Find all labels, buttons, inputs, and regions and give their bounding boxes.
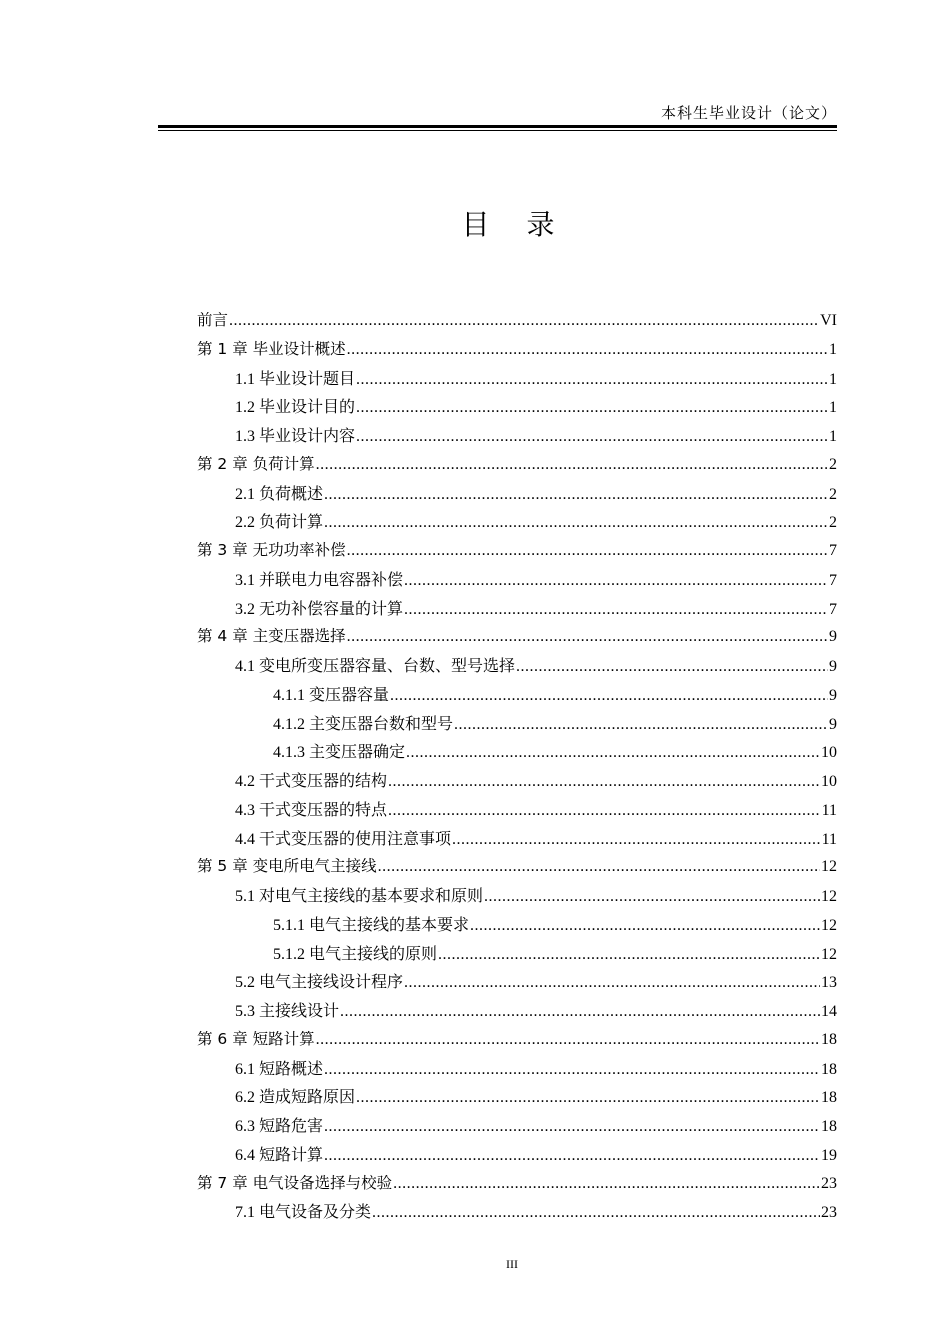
toc-entry-title: 2.1 负荷概述 <box>235 485 324 503</box>
toc-leader-dots <box>378 858 820 876</box>
toc-entry-title: 第 7 章 电气设备选择与校验 <box>197 1173 393 1192</box>
toc-entry-title: 6.3 短路危害 <box>235 1118 324 1135</box>
toc-entry-page: 1 <box>829 399 837 417</box>
toc-leader-dots <box>356 371 828 389</box>
toc-leader-dots <box>454 716 828 734</box>
toc-entry-page: 7 <box>829 571 837 589</box>
toc-entry[interactable] <box>197 653 837 682</box>
toc-entry[interactable] <box>197 1027 837 1056</box>
header-rule-thick <box>158 125 837 128</box>
toc-entry-title: 4.4 干式变压器的使用注意事项 <box>235 830 452 848</box>
toc-entry[interactable] <box>197 596 837 625</box>
toc-entry-page: 10 <box>821 744 837 762</box>
toc-entry-page: 19 <box>821 1146 837 1164</box>
toc-entry-page: 7 <box>829 542 837 559</box>
toc-entry-page: 13 <box>821 974 837 992</box>
toc-entry-title: 5.1.2 电气主接线的原则 <box>273 945 438 963</box>
toc-leader-dots <box>347 628 828 646</box>
toc-entry[interactable] <box>197 308 837 337</box>
toc-entry-title: 3.2 无功补偿容量的计算 <box>235 600 404 618</box>
toc-entry-page: 9 <box>829 628 837 646</box>
toc-entry-title: 6.2 造成短路原因 <box>235 1089 356 1107</box>
toc-entry[interactable] <box>197 682 837 711</box>
running-header: 本科生毕业设计（论文） <box>660 106 837 122</box>
toc-entry-page: 18 <box>821 1118 837 1135</box>
toc-entry[interactable] <box>197 394 837 423</box>
toc-entry-page: 18 <box>821 1089 837 1107</box>
toc-entry[interactable] <box>197 538 837 567</box>
toc-entry-title: 前言 <box>197 311 229 329</box>
toc-leader-dots <box>324 1147 820 1165</box>
toc-leader-dots <box>484 888 820 906</box>
toc-leader-dots <box>388 802 821 820</box>
toc-entry-title: 5.1 对电气主接线的基本要求和原则 <box>235 888 484 905</box>
toc-leader-dots <box>324 514 828 532</box>
toc-entry-page: 9 <box>829 715 837 733</box>
toc-entry[interactable] <box>197 854 837 883</box>
toc-leader-dots <box>404 572 828 590</box>
toc-entry-title: 第 4 章 主变压器选择 <box>197 627 346 646</box>
toc-leader-dots <box>229 312 819 330</box>
toc-entry[interactable] <box>197 1084 837 1113</box>
toc-entry[interactable] <box>197 826 837 855</box>
toc-leader-dots <box>324 1061 820 1079</box>
toc-entry-page: 9 <box>829 686 837 704</box>
toc-entry-page: 23 <box>821 1204 837 1222</box>
toc-entry-title: 4.1 变电所变压器容量、台数、型号选择 <box>235 658 516 675</box>
toc-entry-page: 11 <box>821 830 837 848</box>
toc-leader-dots <box>393 1175 820 1193</box>
toc-entry-title: 4.1.1 变压器容量 <box>273 686 390 704</box>
toc-leader-dots <box>324 486 828 504</box>
toc-entry-title: 3.1 并联电力电容器补偿 <box>235 571 404 589</box>
toc-leader-dots <box>388 773 820 791</box>
toc-entry[interactable] <box>197 1171 837 1200</box>
toc-entry-title: 1.2 毕业设计目的 <box>235 399 356 417</box>
toc-entry-page: 18 <box>821 1060 837 1078</box>
toc-entry-title: 5.2 电气主接线设计程序 <box>235 974 404 992</box>
page-number: III <box>506 1257 518 1271</box>
toc-entry-page: 12 <box>821 858 837 876</box>
toc-entry-title: 4.3 干式变压器的特点 <box>235 801 388 819</box>
toc-entry-page: 23 <box>821 1174 837 1192</box>
toc-entry-title: 第 5 章 变电所电气主接线 <box>197 857 377 876</box>
toc-entry[interactable] <box>197 452 837 481</box>
toc-entry-page: 11 <box>821 801 837 819</box>
toc-leader-dots <box>516 658 828 676</box>
toc-entry[interactable] <box>197 797 837 826</box>
toc-leader-dots <box>438 946 820 964</box>
table-of-contents <box>197 308 837 1228</box>
toc-entry-page: 9 <box>829 658 837 675</box>
toc-entry-page: 2 <box>829 485 837 503</box>
toc-entry[interactable] <box>197 337 837 366</box>
toc-leader-dots <box>404 974 820 992</box>
toc-entry[interactable] <box>197 1056 837 1085</box>
toc-entry[interactable] <box>197 998 837 1027</box>
toc-entry[interactable] <box>197 912 837 941</box>
toc-entry-page: 7 <box>829 600 837 618</box>
toc-entry-title: 第 3 章 无功功率补偿 <box>197 541 346 559</box>
toc-leader-dots <box>404 601 828 619</box>
header-rule-thin <box>158 130 837 131</box>
toc-entry-title: 7.1 电气设备及分类 <box>235 1204 372 1222</box>
toc-leader-dots <box>372 1204 820 1222</box>
toc-entry-page: 2 <box>829 455 837 473</box>
toc-leader-dots <box>340 1003 820 1021</box>
toc-entry[interactable] <box>197 423 837 452</box>
toc-entry-page: VI <box>820 312 837 329</box>
toc-leader-dots <box>406 744 820 762</box>
toc-entry-title: 5.1.1 电气主接线的基本要求 <box>273 916 470 934</box>
toc-leader-dots <box>347 542 828 560</box>
toc-leader-dots <box>316 456 828 474</box>
toc-entry-title: 4.1.3 主变压器确定 <box>273 744 406 762</box>
toc-entry-page: 18 <box>821 1030 837 1048</box>
toc-entry[interactable] <box>197 768 837 797</box>
toc-entry-title: 4.2 干式变压器的结构 <box>235 773 388 790</box>
toc-entry-page: 12 <box>821 888 837 905</box>
toc-entry-page: 10 <box>821 773 837 790</box>
toc-entry[interactable] <box>197 711 837 740</box>
toc-entry[interactable] <box>197 1142 837 1171</box>
toc-entry-page: 1 <box>829 428 837 445</box>
toc-entry-title: 第 1 章 毕业设计概述 <box>197 339 346 358</box>
toc-entry[interactable] <box>197 883 837 912</box>
toc-entry-title: 第 6 章 短路计算 <box>197 1029 315 1048</box>
toc-leader-dots <box>347 341 828 359</box>
toc-leader-dots <box>470 917 820 935</box>
toc-entry-title: 5.3 主接线设计 <box>235 1003 340 1020</box>
toc-leader-dots <box>316 1031 820 1049</box>
toc-entry-page: 12 <box>821 916 837 934</box>
toc-entry-page: 2 <box>829 514 837 532</box>
toc-entry[interactable] <box>197 624 837 653</box>
toc-entry[interactable] <box>197 941 837 970</box>
toc-entry-title: 2.2 负荷计算 <box>235 514 324 532</box>
toc-entry-title: 1.3 毕业设计内容 <box>235 428 356 445</box>
toc-entry[interactable] <box>197 969 837 998</box>
toc-entry-title: 第 2 章 负荷计算 <box>197 454 315 473</box>
toc-leader-dots <box>356 399 828 417</box>
toc-entry-title: 4.1.2 主变压器台数和型号 <box>273 715 454 733</box>
toc-entry[interactable] <box>197 1113 837 1142</box>
toc-entry-page: 1 <box>829 340 837 358</box>
toc-entry[interactable] <box>197 1199 837 1228</box>
toc-entry[interactable] <box>197 739 837 768</box>
toc-leader-dots <box>324 1118 820 1136</box>
toc-leader-dots <box>356 1089 820 1107</box>
toc-entry[interactable] <box>197 567 837 596</box>
toc-entry-page: 12 <box>821 945 837 963</box>
toc-entry-title: 1.1 毕业设计题目 <box>235 370 356 388</box>
toc-entry-title: 6.4 短路计算 <box>235 1146 324 1164</box>
toc-entry-page: 1 <box>829 370 837 388</box>
toc-entry-title: 6.1 短路概述 <box>235 1060 324 1078</box>
toc-entry-page: 14 <box>821 1003 837 1020</box>
toc-entry[interactable] <box>197 366 837 395</box>
toc-leader-dots <box>452 831 821 849</box>
toc-leader-dots <box>390 687 828 705</box>
toc-entry[interactable] <box>197 481 837 510</box>
toc-entry[interactable] <box>197 509 837 538</box>
toc-title: 目 录 <box>461 208 569 241</box>
toc-leader-dots <box>356 428 828 446</box>
